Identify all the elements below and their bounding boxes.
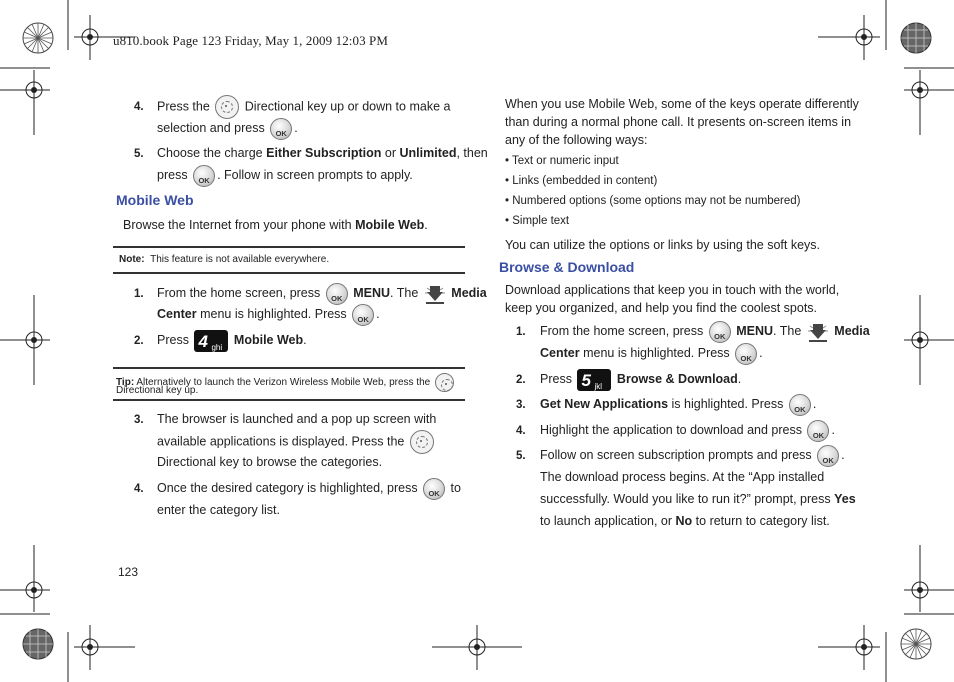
step-number: 2. [134,335,144,347]
ok-key-icon [270,118,292,140]
step-number: 1. [516,326,526,338]
paragraph: than during a normal phone call. It presents on-screen items in [505,115,852,129]
print-header: u810.book Page 123 Friday, May 1, 2009 12:03 PM [113,33,389,48]
key-4-icon: 4 ghi [194,330,228,352]
step-text: press OK . Follow in screen prompts to apply. [157,164,413,187]
ok-key-icon [789,394,811,416]
step-text: Press the Directional key up or down to make a [157,95,450,119]
step-text: From the home screen, press OK MENU. The Media [540,320,870,343]
paragraph: Download applications that keep you in touch with the world, [505,283,840,297]
tip-rule-top [113,367,465,369]
step-text: Get New Applications is highlighted. Press OK . [540,393,816,416]
ok-key-icon [193,165,215,187]
step-text: Choose the charge Either Subscription or Unlimited, then [157,146,488,160]
page-number: 123 [118,565,139,579]
bullet-item: • Numbered options (some options may not be numbered) [505,195,801,207]
paragraph: You can utilize the options or links by using the soft keys. [505,238,820,252]
ok-key-icon [423,478,445,500]
step-text: The download process begins. At the “App installed [540,470,825,484]
ok-key-icon [709,321,731,343]
bullet-item: • Simple text [505,215,570,227]
step-text: Once the desired category is highlighted, press OK to [157,477,461,500]
bullet-item: • Links (embedded in content) [505,175,658,187]
step-text: enter the category list. [157,503,280,517]
step-number: 5. [134,148,144,160]
directional-key-icon [215,95,239,119]
note-rule-top [113,246,465,248]
directional-key-icon [410,430,434,454]
step-number: 4. [516,425,526,437]
tip-line2: Directional key up. [116,385,199,396]
section-heading-browse-download: Browse & Download [499,259,635,275]
paragraph: any of the following ways: [505,133,648,147]
note: Note: This feature is not available everywhere. [119,254,330,265]
step-text: The browser is launched and a pop up screen with [157,412,437,426]
step-text: successfully. Would you like to run it?” prompt, press Yes [540,492,856,506]
step-text: Highlight the application to download and press OK . [540,419,835,442]
step-text: From the home screen, press OK MENU. The Media [157,282,487,305]
step-text: Press 5 jkl Browse & Download. [540,370,742,391]
step-text: Press 4 ghi Mobile Web. [157,331,307,352]
step-text: Follow on screen subscription prompts and press OK . [540,444,845,467]
step-number: 5. [516,450,526,462]
step-text: Center menu is highlighted. Press OK . [157,303,380,326]
note-rule-bottom [113,272,465,274]
step-text: Directional key to browse the categories. [157,455,383,469]
ok-key-icon [326,283,348,305]
section-heading-mobile-web: Mobile Web [116,192,194,208]
bullet-item: • Text or numeric input [505,155,619,167]
ok-key-icon [817,445,839,467]
ok-key-icon [352,304,374,326]
step-number: 2. [516,374,526,386]
step-text: available applications is displayed. Press the [157,430,436,454]
step-number: 3. [516,399,526,411]
step-text: to launch application, or No to return to category list. [540,514,830,528]
step-number: 1. [134,288,144,300]
paragraph: keep you organized, and help you find the coolest spots. [505,301,818,315]
paragraph: When you use Mobile Web, some of the keys operate differently [505,97,859,111]
step-number: 3. [134,414,144,426]
step-number: 4. [134,483,144,495]
ok-key-icon [735,343,757,365]
ok-key-icon [807,420,829,442]
media-center-icon [807,321,829,343]
tip-rule-bottom [113,399,465,401]
step-text: selection and press OK . [157,117,298,140]
tip: Tip: Alternatively to launch the Verizon Wireless Mobile Web, press the [116,373,456,392]
section-intro: Browse the Internet from your phone with Mobile Web. [123,218,428,232]
key-5-icon: 5 jkl [577,369,611,391]
directional-key-icon [435,373,454,392]
step-number: 4. [134,101,144,113]
step-text: Center menu is highlighted. Press OK . [540,342,763,365]
media-center-icon [424,283,446,305]
